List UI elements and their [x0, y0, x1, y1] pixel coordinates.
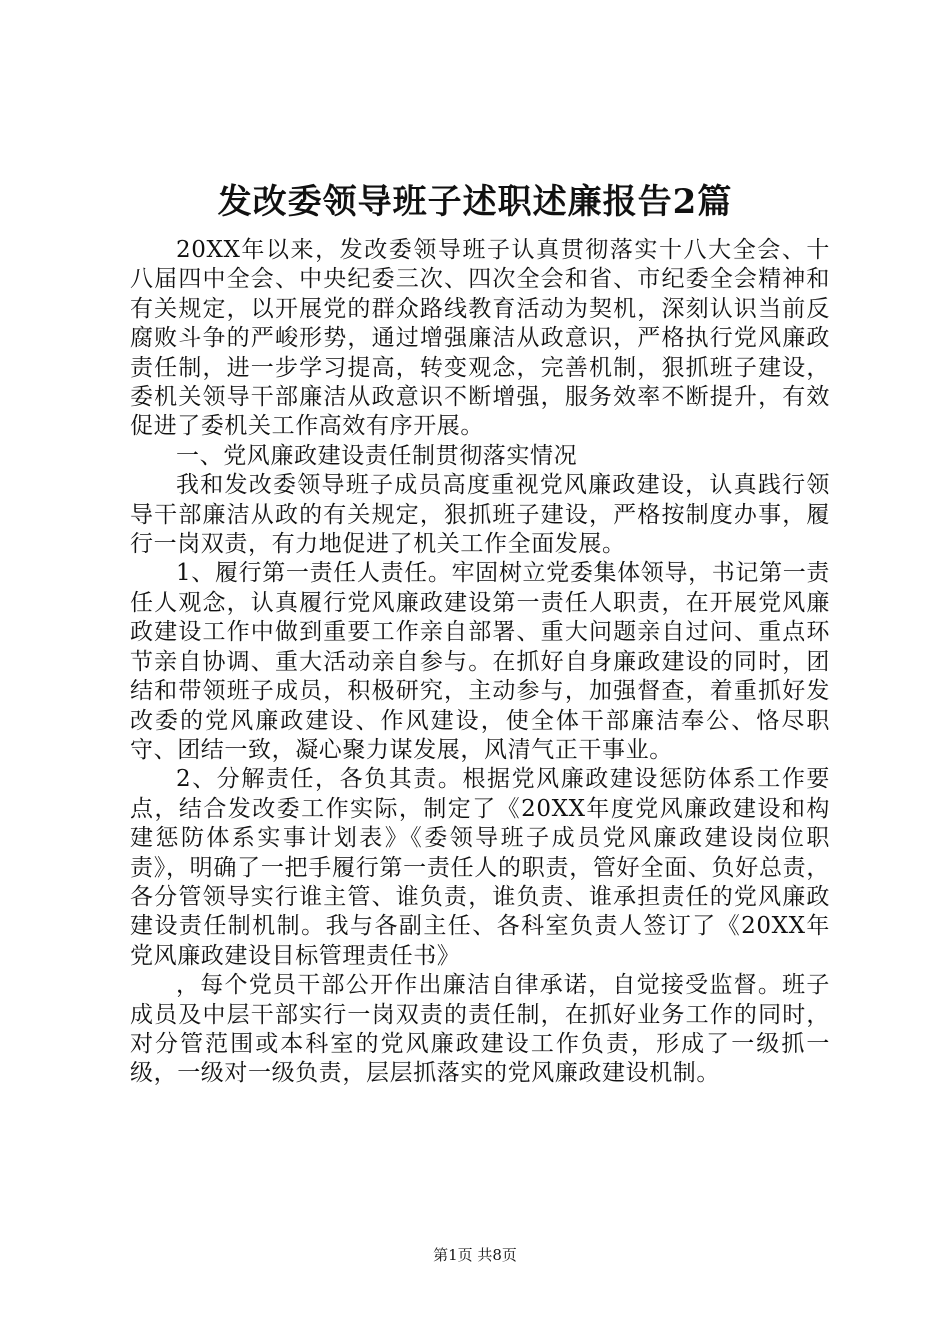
paragraph-item-1: 1、履行第一责任人责任。牢固树立党委集体领导，书记第一责任人观念，认真履行党风廉政建设第一责任人职责，在开展党风廉政建设工作中做到重要工作亲自部署、重大问题亲自过问、重点环节亲自协调、重大活动亲自参与。在抓好自身廉政建设的同时，团结和带领班子成员，积极研究，主动参与，加强督查，着重抓好发改委的党风廉政建设、作风建设，使全体干部廉洁奉公、恪尽职守、团结一致，凝心聚力谋发展，风清气正干事业。	[130, 560, 830, 763]
document-title: 发改委领导班子述职述廉报告2篇	[217, 182, 733, 222]
document-body	[130, 236, 830, 1089]
paragraph-overview: 我和发改委领导班子成员高度重视党风廉政建设，认真践行领导干部廉洁从政的有关规定，狠抓班子建设，严格按制度办事，履行一岗双责，有力地促进了机关工作全面发展。	[130, 472, 830, 558]
section-heading: 一、党风廉政建设责任制贯彻落实情况	[176, 442, 578, 469]
paragraph-intro: 20XX年以来，发改委领导班子认真贯彻落实十八大全会、十八届四中全会、中央纪委三次、四次全会和省、市纪委全会精神和有关规定，以开展党的群众路线教育活动为契机，深刻认识当前反腐败斗争的严峻形势，通过增强廉洁从政意识，严格执行党风廉政责任制，进一步学习提高，转变观念，完善机制，狠抓班子建设，委机关领导干部廉洁从政意识不断增强，服务效率不断提升，有效促进了委机关工作高效有序开展。	[130, 237, 830, 440]
paragraph-item-2: 2、分解责任，各负其责。根据党风廉政建设惩防体系工作要点，结合发改委工作实际，制定了《20XX年度党风廉政建设和构建惩防体系实事计划表》《委领导班子成员党风廉政建设岗位职责》，明确了一把手履行第一责任人的职责，管好全面、负好总责，各分管领导实行谁主管、谁负责，谁负责、谁承担责任的党风廉政建设责任制机制。我与各副主任、各科室负责人签订了《20XX年党风廉政建设目标管理责任书》	[130, 766, 830, 969]
page-indicator: 第1页 共8页	[433, 1246, 517, 1264]
paragraph-item-2-continued: ，每个党员干部公开作出廉洁自律承诺，自觉接受监督。班子成员及中层干部实行一岗双责的责任制，在抓好业务工作的同时，对分管范围或本科室的党风廉政建设工作负责，形成了一级抓一级，一级对一级负责，层层抓落实的党风廉政建设机制。	[130, 972, 830, 1087]
